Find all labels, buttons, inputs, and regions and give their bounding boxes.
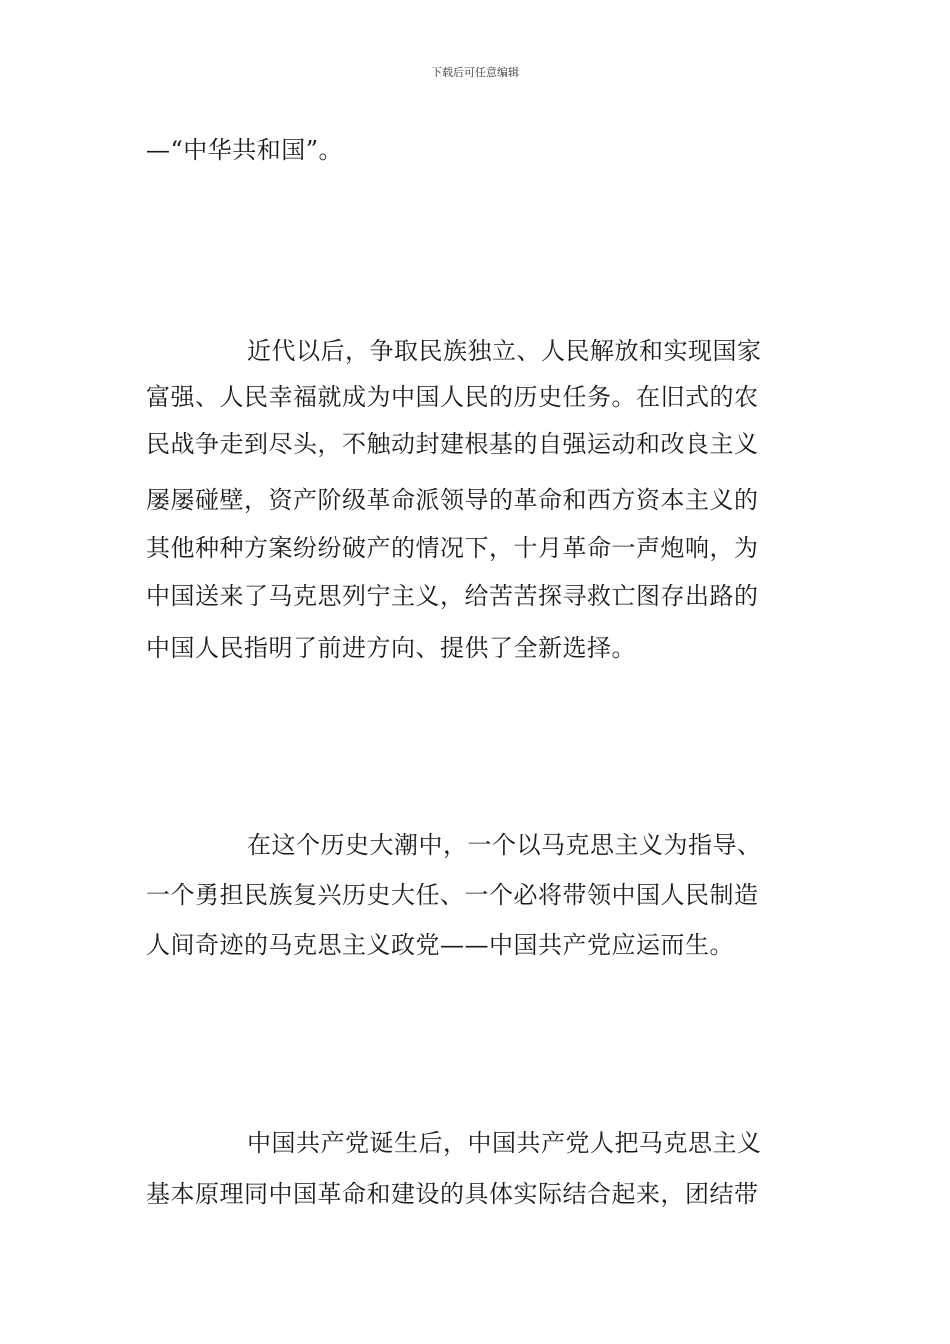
paragraph-line: 中国送来了马克思列宁主义，给苦苦探寻救亡图存出路的 [146,582,759,610]
paragraph-line: 屡屡碰壁，资产阶级革命派领导的革命和西方资本主义的 [146,486,759,514]
paragraph-line: 中国共产党诞生后，中国共产党人把马克思主义 [247,1129,762,1157]
paragraph-line: 富强、人民幸福就成为中国人民的历史任务。在旧式的农 [146,383,759,411]
paragraph-line: 民战争走到尽头，不触动封建根基的自强运动和改良主义 [146,430,759,458]
paragraph-line: 近代以后，争取民族独立、人民解放和实现国家 [247,337,762,365]
paragraph-line: 基本原理同中国革命和建设的具体实际结合起来，团结带 [146,1180,759,1208]
paragraph-line: 在这个历史大潮中，一个以马克思主义为指导、 [247,831,762,859]
paragraph-line: 一个勇担民族复兴历史大任、一个必将带领中国人民制造 [146,881,759,909]
paragraph-line: 人间奇迹的马克思主义政党——中国共产党应运而生。 [146,931,734,959]
paragraph-line: 其他种种方案纷纷破产的情况下，十月革命一声炮响，为 [146,534,759,562]
page-header: 下载后可任意编辑 [431,66,519,79]
paragraph-line: 中国人民指明了前进方向、提供了全新选择。 [146,634,636,662]
paragraph-line: —“中华共和国”。 [146,136,344,164]
